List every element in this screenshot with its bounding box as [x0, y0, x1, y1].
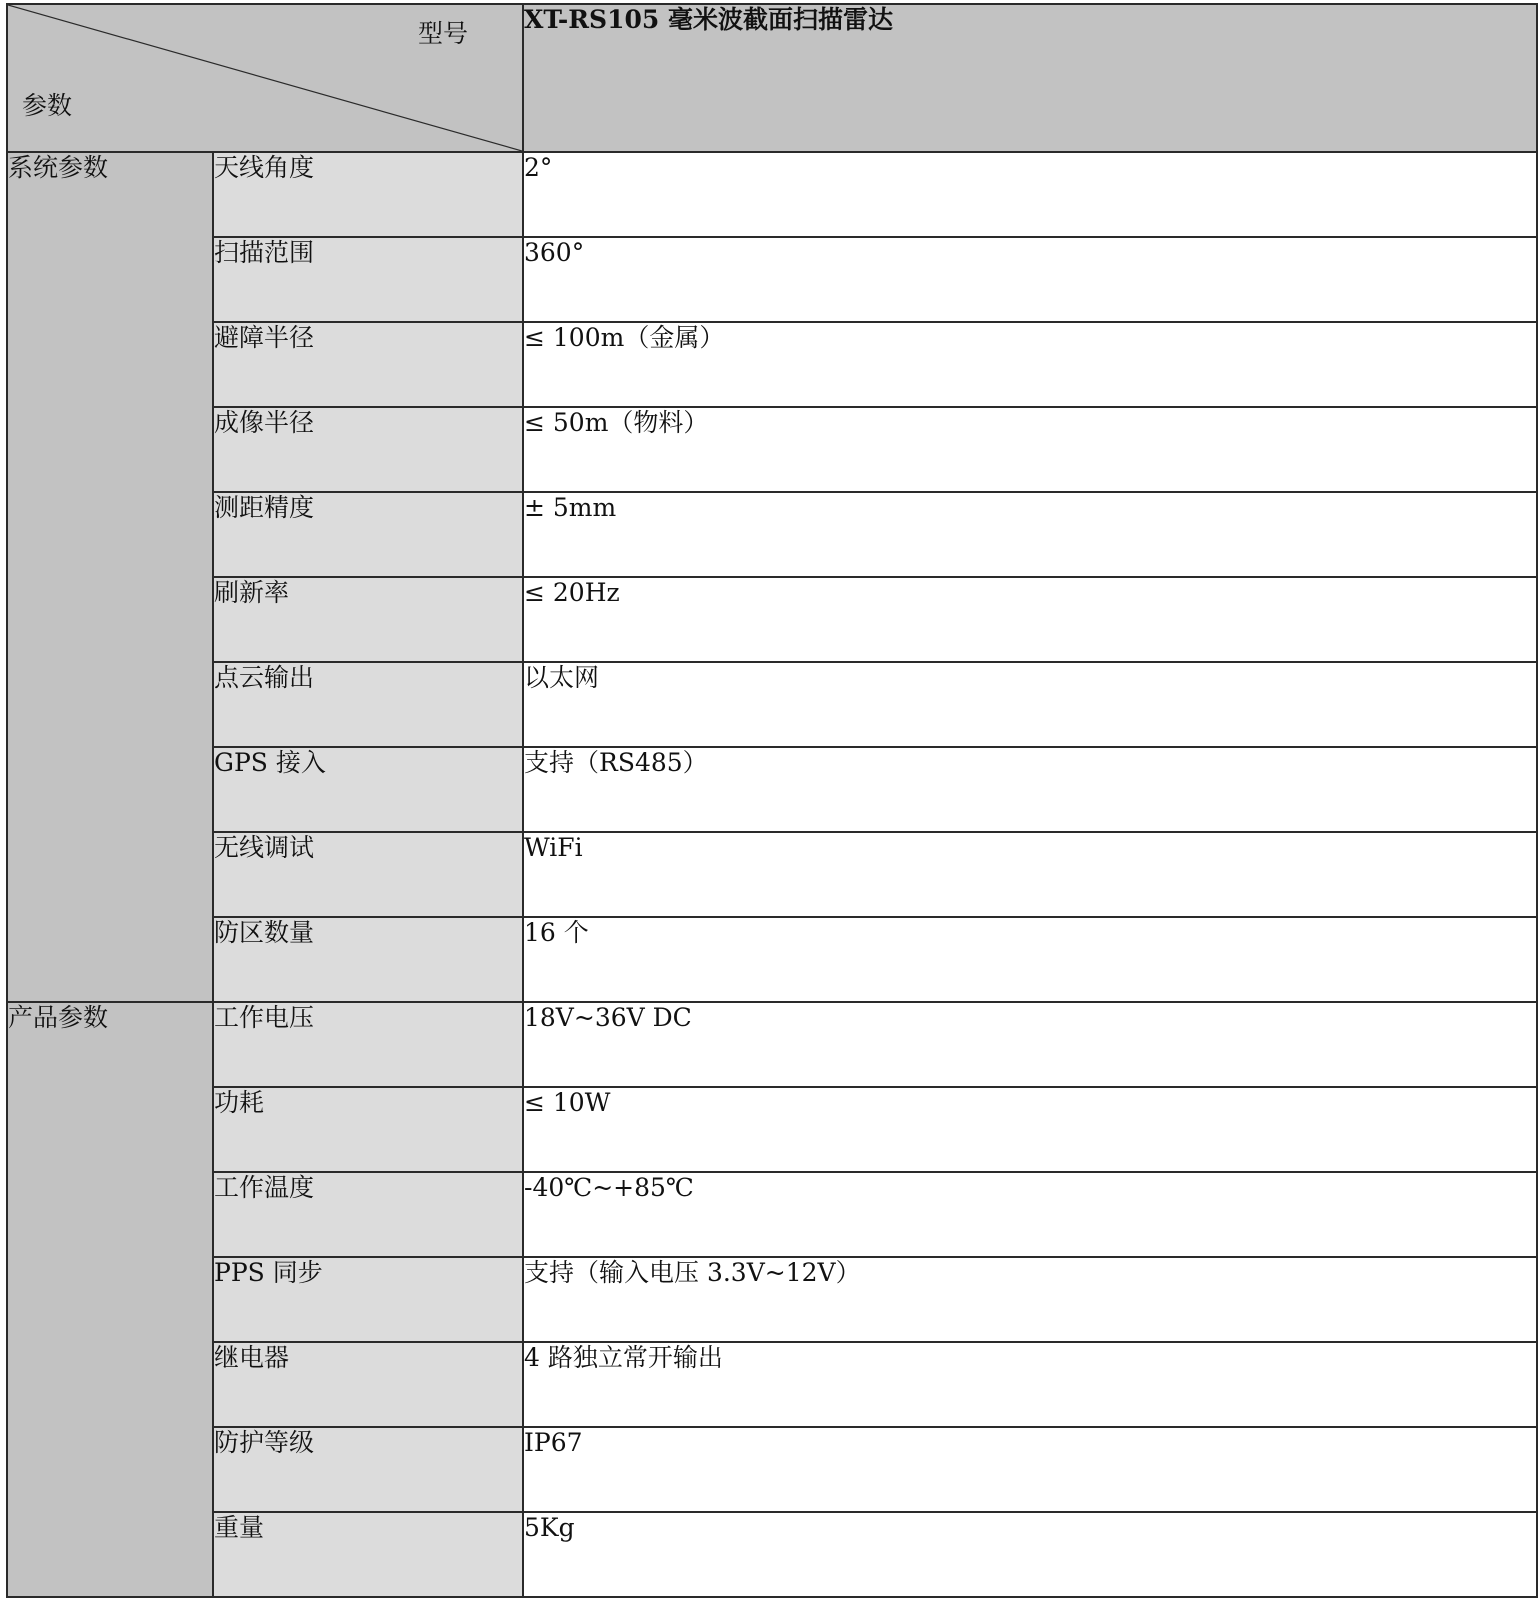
parameter-value-cell: 2°	[523, 152, 1537, 237]
parameter-value-cell: WiFi	[523, 832, 1537, 917]
parameter-value-cell: 360°	[523, 237, 1537, 322]
spec-table	[6, 3, 1538, 1598]
model-column-label: 型号	[417, 19, 468, 48]
model-title: XT-RS105 毫米波截面扫描雷达	[523, 4, 1537, 152]
parameter-value-cell: 4 路独立常开输出	[523, 1342, 1537, 1427]
table-row	[7, 407, 1537, 492]
parameter-value-cell: ≤ 100m（金属）	[523, 322, 1537, 407]
table-row	[7, 1427, 1537, 1512]
table-row	[7, 237, 1537, 322]
table-row	[7, 1172, 1537, 1257]
table-row	[7, 662, 1537, 747]
diagonal-header-cell	[7, 4, 523, 152]
parameter-name-cell: 扫描范围	[213, 237, 523, 322]
parameter-name-cell: 避障半径	[213, 322, 523, 407]
parameter-value-cell: 18V~36V DC	[523, 1002, 1537, 1087]
parameter-name-cell: 重量	[213, 1512, 523, 1597]
parameter-name-cell: 点云输出	[213, 662, 523, 747]
parameter-value-cell: ≤ 50m（物料）	[523, 407, 1537, 492]
parameter-name-cell: 测距精度	[213, 492, 523, 577]
parameter-name-cell: 功耗	[213, 1087, 523, 1172]
table-header-row	[7, 4, 1537, 152]
table-row	[7, 322, 1537, 407]
table-row	[7, 577, 1537, 662]
parameter-value-cell: 16 个	[523, 917, 1537, 1002]
parameter-name-cell: 刷新率	[213, 577, 523, 662]
parameter-name-cell: 工作电压	[213, 1002, 523, 1087]
spec-sheet	[6, 3, 1536, 1599]
table-row	[7, 1512, 1537, 1597]
parameter-value-cell: IP67	[523, 1427, 1537, 1512]
table-row	[7, 917, 1537, 1002]
group-label: 系统参数	[7, 152, 213, 1002]
parameter-name-cell: GPS 接入	[213, 747, 523, 832]
parameter-name-cell: 天线角度	[213, 152, 523, 237]
parameter-name-cell: 无线调试	[213, 832, 523, 917]
parameter-value-cell: 以太网	[523, 662, 1537, 747]
table-row	[7, 1087, 1537, 1172]
table-row	[7, 152, 1537, 237]
parameter-column-label: 参数	[22, 91, 73, 120]
parameter-name-cell: 防区数量	[213, 917, 523, 1002]
table-row	[7, 1002, 1537, 1087]
parameter-value-cell: 5Kg	[523, 1512, 1537, 1597]
table-row	[7, 492, 1537, 577]
parameter-name-cell: 防护等级	[213, 1427, 523, 1512]
table-row	[7, 1257, 1537, 1342]
parameter-name-cell: PPS 同步	[213, 1257, 523, 1342]
table-row	[7, 832, 1537, 917]
parameter-value-cell: 支持（RS485）	[523, 747, 1537, 832]
parameter-name-cell: 继电器	[213, 1342, 523, 1427]
parameter-name-cell: 成像半径	[213, 407, 523, 492]
group-label: 产品参数	[7, 1002, 213, 1597]
table-row	[7, 1342, 1537, 1427]
parameter-value-cell: ≤ 20Hz	[523, 577, 1537, 662]
parameter-value-cell: ≤ 10W	[523, 1087, 1537, 1172]
parameter-name-cell: 工作温度	[213, 1172, 523, 1257]
parameter-value-cell: 支持（输入电压 3.3V~12V）	[523, 1257, 1537, 1342]
table-row	[7, 747, 1537, 832]
parameter-value-cell: -40℃~+85℃	[523, 1172, 1537, 1257]
parameter-value-cell: ± 5mm	[523, 492, 1537, 577]
